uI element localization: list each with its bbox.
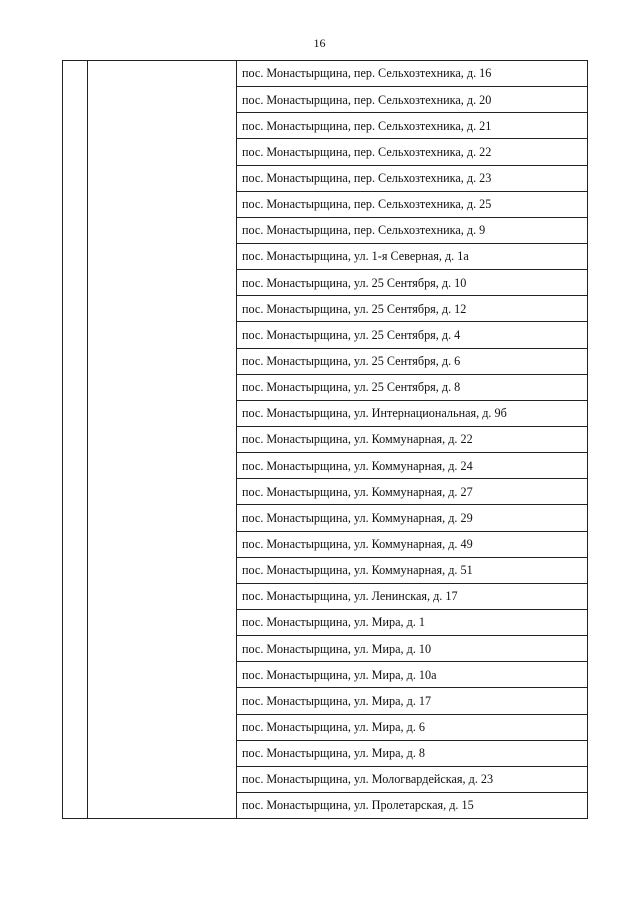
address-cell: пос. Монастырщина, ул. Коммунарная, д. 22 [237,426,588,452]
page-number: 16 [313,36,326,50]
address-cell: пос. Монастырщина, ул. Ленинская, д. 17 [237,583,588,609]
address-cell: пос. Монастырщина, ул. Коммунарная, д. 49 [237,531,588,557]
address-cell: пос. Монастырщина, пер. Сельхозтехника, д. 22 [237,139,588,165]
address-cell: пос. Монастырщина, ул. Коммунарная, д. 29 [237,505,588,531]
address-cell: пос. Монастырщина, ул. Мира, д. 8 [237,740,588,766]
address-cell: пос. Монастырщина, пер. Сельхозтехника, д. 20 [237,87,588,113]
address-cell: пос. Монастырщина, ул. Коммунарная, д. 51 [237,557,588,583]
address-cell: пос. Монастырщина, ул. 1-я Северная, д. 1а [237,243,588,269]
address-cell: пос. Монастырщина, ул. Пролетарская, д. 15 [237,792,588,818]
address-cell: пос. Монастырщина, пер. Сельхозтехника, д. 9 [237,217,588,243]
address-cell: пос. Монастырщина, ул. 25 Сентября, д. 12 [237,296,588,322]
address-cell: пос. Монастырщина, пер. Сельхозтехника, д. 21 [237,113,588,139]
address-cell: пос. Монастырщина, ул. Интернациональная, д. 9б [237,400,588,426]
address-cell: пос. Монастырщина, пер. Сельхозтехника, д. 23 [237,165,588,191]
address-cell: пос. Монастырщина, ул. Мира, д. 6 [237,714,588,740]
number-column-cell [63,61,88,819]
address-cell: пос. Монастырщина, ул. Коммунарная, д. 24 [237,453,588,479]
address-table [62,60,588,819]
address-cell: пос. Монастырщина, ул. Мира, д. 17 [237,688,588,714]
name-column-cell [88,61,237,819]
address-table-body [63,61,588,819]
table-row [63,61,588,87]
address-cell: пос. Монастырщина, ул. 25 Сентября, д. 6 [237,348,588,374]
address-cell: пос. Монастырщина, ул. 25 Сентября, д. 8 [237,374,588,400]
address-cell: пос. Монастырщина, пер. Сельхозтехника, д. 25 [237,191,588,217]
address-cell: пос. Монастырщина, пер. Сельхозтехника, д. 16 [237,61,588,87]
address-cell: пос. Монастырщина, ул. Коммунарная, д. 27 [237,479,588,505]
address-cell: пос. Монастырщина, ул. 25 Сентября, д. 4 [237,322,588,348]
address-cell: пос. Монастырщина, ул. Мира, д. 1 [237,609,588,635]
address-cell: пос. Монастырщина, ул. 25 Сентября, д. 10 [237,270,588,296]
address-cell: пос. Монастырщина, ул. Мира, д. 10 [237,636,588,662]
address-cell: пос. Монастырщина, ул. Мира, д. 10а [237,662,588,688]
address-cell: пос. Монастырщина, ул. Мологвардейская, д. 23 [237,766,588,792]
